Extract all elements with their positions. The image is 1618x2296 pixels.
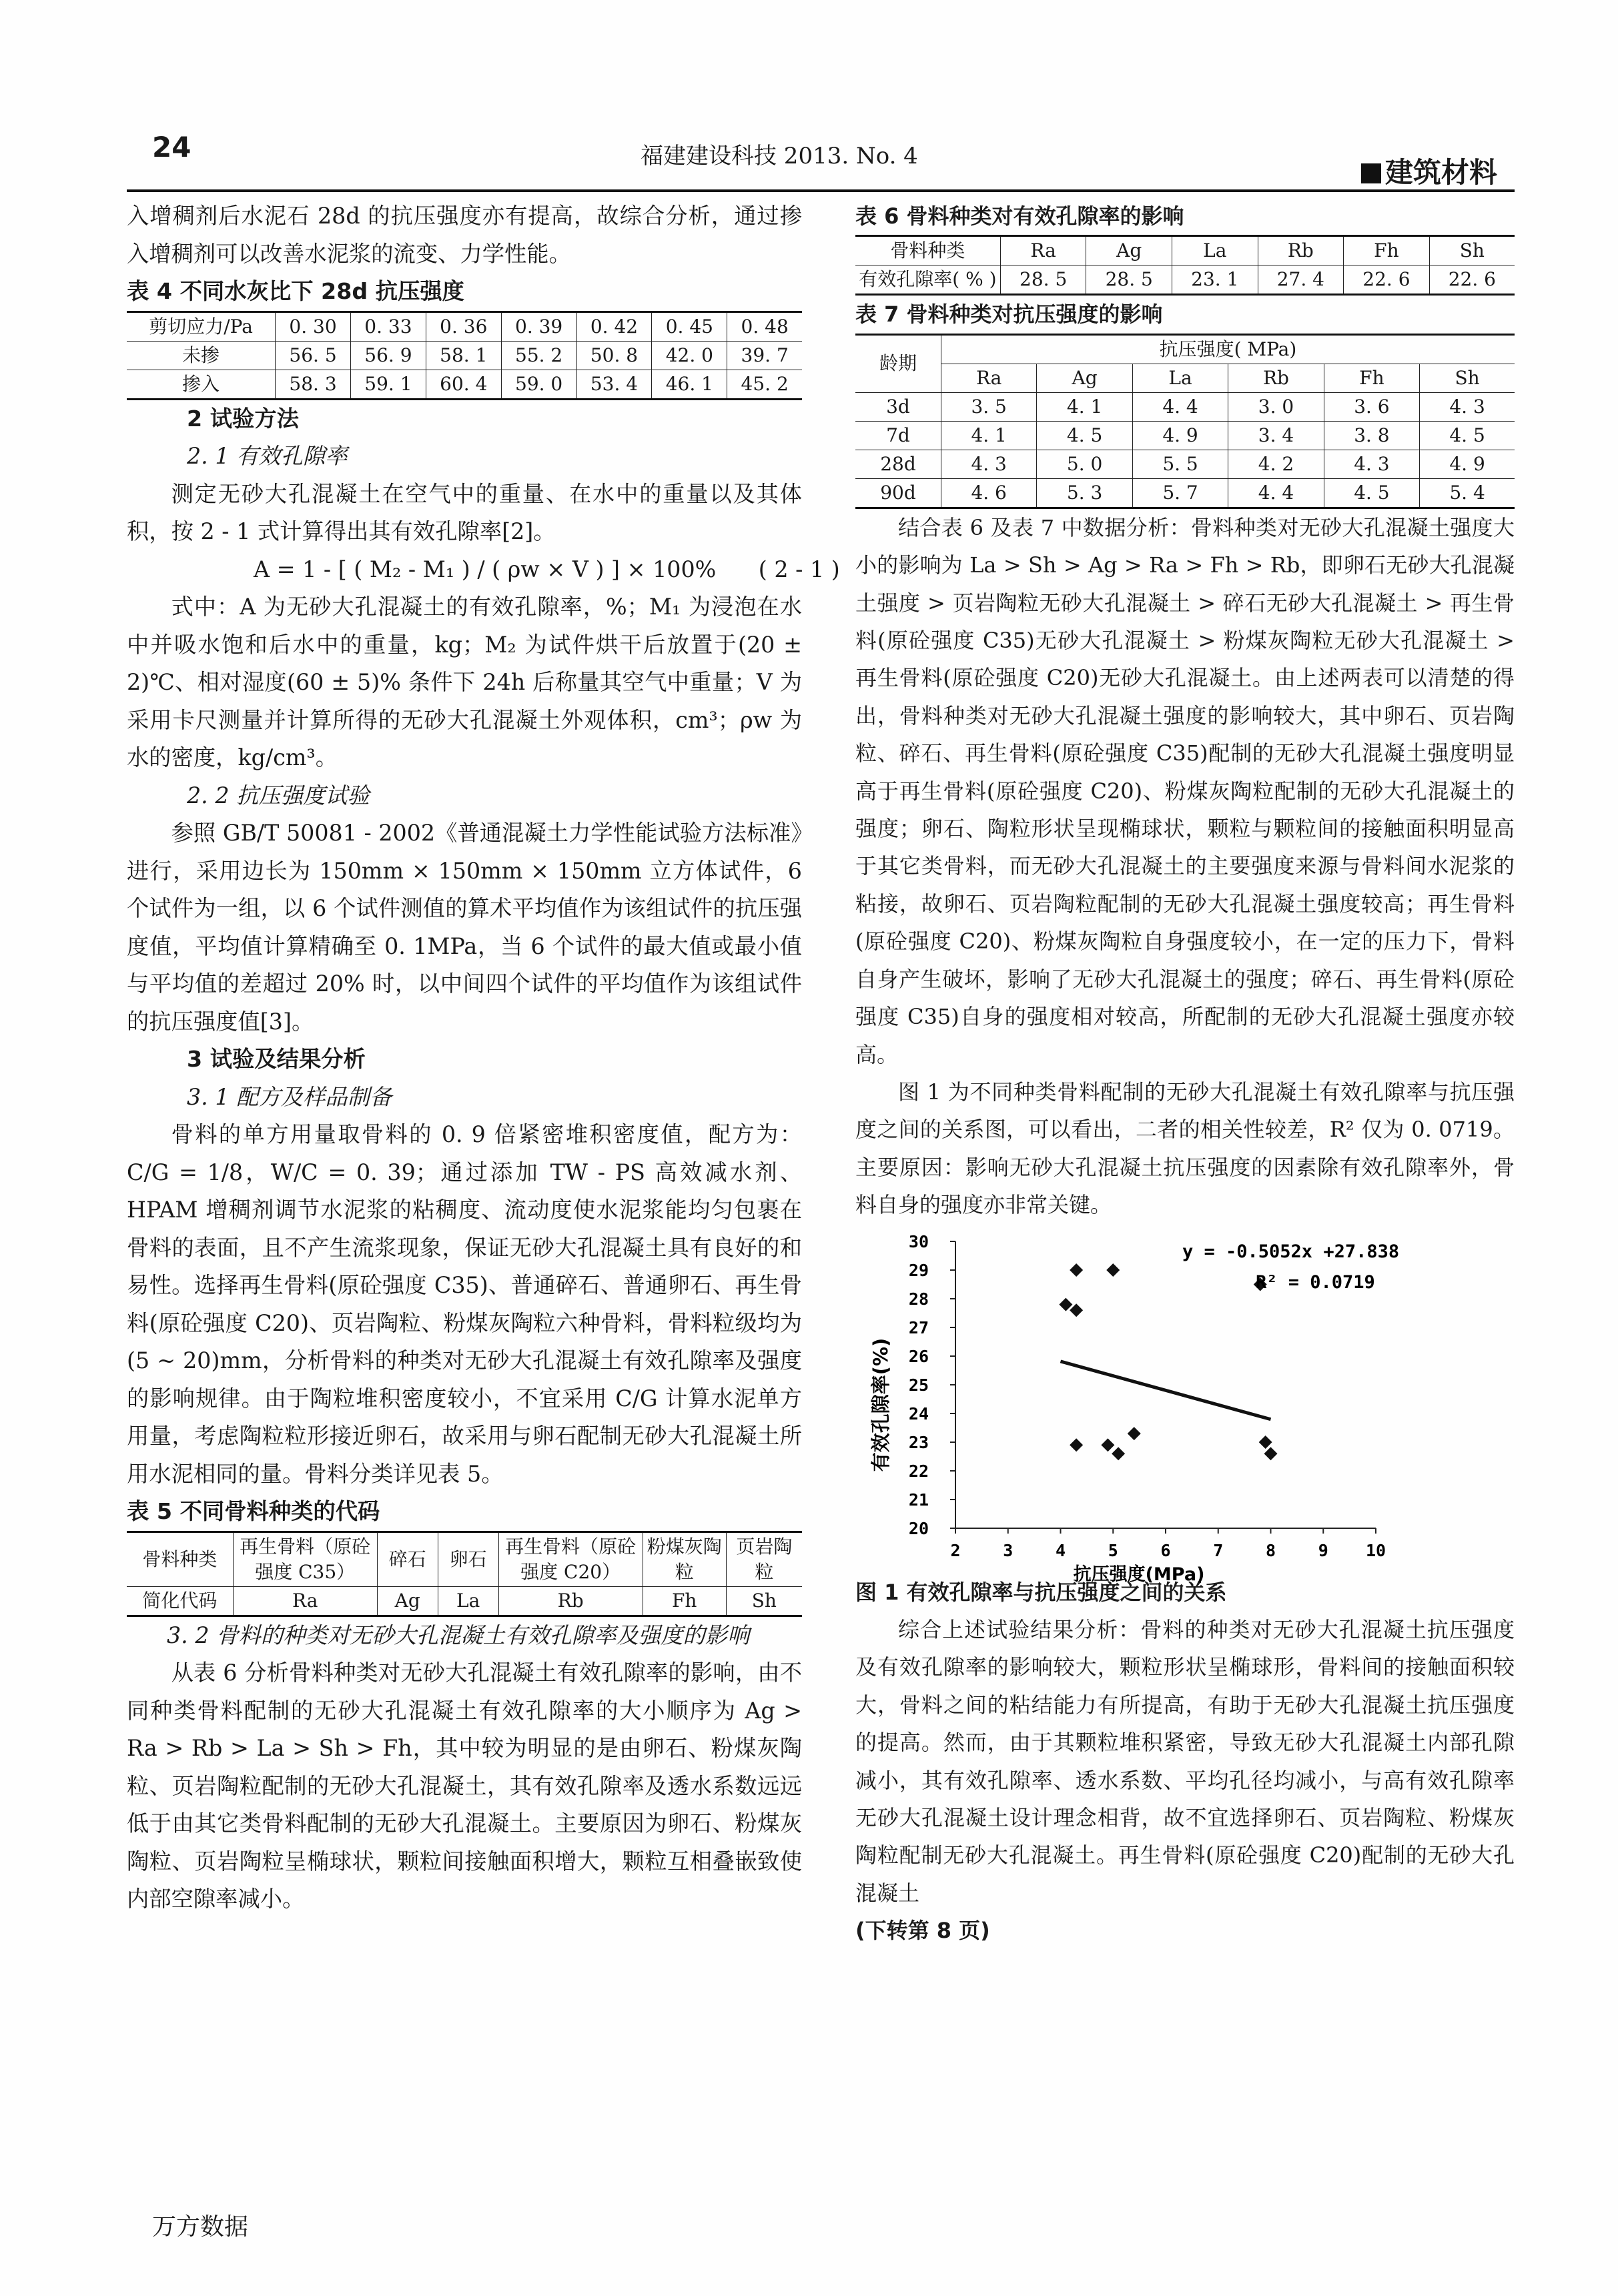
data-point-marker bbox=[1112, 1447, 1125, 1460]
table-cell: 28. 5 bbox=[1086, 265, 1172, 295]
y-tick-label: 30 bbox=[908, 1231, 929, 1251]
table7-caption: 表 7 骨料种类对抗压强度的影响 bbox=[855, 302, 1163, 328]
table-cell: 28. 5 bbox=[1000, 265, 1086, 295]
table7-row bbox=[855, 421, 1515, 450]
table-cell: Ag bbox=[1037, 364, 1132, 392]
table7-row bbox=[855, 450, 1515, 478]
x-tick-label: 7 bbox=[1213, 1540, 1224, 1560]
table-cell: 4. 1 bbox=[941, 421, 1036, 450]
x-tick-label: 4 bbox=[1055, 1540, 1066, 1560]
table7-subheader-row bbox=[855, 364, 1515, 392]
table-cell: 4. 9 bbox=[1132, 421, 1228, 450]
table-cell: 4. 4 bbox=[1132, 392, 1228, 421]
table-cell: 骨料种类 bbox=[127, 1532, 233, 1586]
y-tick-label: 27 bbox=[908, 1317, 929, 1337]
x-axis-title: 抗压强度(MPa) bbox=[1073, 1564, 1205, 1585]
table-cell: 55. 2 bbox=[501, 341, 576, 370]
table5-caption: 表 5 不同骨料种类的代码 bbox=[127, 1498, 380, 1524]
table-cell: 4. 9 bbox=[1420, 450, 1515, 478]
table6 bbox=[855, 235, 1515, 296]
table-cell: 5. 7 bbox=[1132, 478, 1228, 508]
table-cell: Sh bbox=[726, 1586, 802, 1616]
right-column bbox=[855, 197, 1515, 1950]
y-tick-label: 25 bbox=[908, 1375, 929, 1395]
section-label bbox=[1361, 151, 1497, 191]
section-label-text: 建筑材料 bbox=[1385, 156, 1498, 189]
y-tick-label: 20 bbox=[908, 1518, 929, 1538]
paragraph: 测定无砂大孔混凝土在空气中的重量、在水中的重量以及其体积，按 2 - 1 式计算得出其有效孔隙率[2]。 bbox=[127, 480, 802, 544]
table-cell: 59. 1 bbox=[350, 370, 426, 399]
paragraph: 综合上述试验结果分析：骨料的种类对无砂大孔混凝土抗压强度及有效孔隙率的影响较大，颗粒形状呈椭球形，骨料间的接触面积较大，骨料之间的粘结能力有所提高，有助于无砂大孔混凝土抗压强度的提高。然而，由于其颗粒堆积紧密，导致无砂大孔混凝土内部孔隙减小，其有效孔隙率、透水系数、平均孔径均减小，与高有效孔隙率无砂大孔混凝土设计理念相背，故不宜选择卵石、页岩陶粒、粉煤灰陶粒配制无砂大孔混凝土。再生骨料(原砼强度 C20)配制的无砂大孔混凝土 bbox=[855, 1616, 1515, 1906]
table7-row bbox=[855, 392, 1515, 421]
table4-row bbox=[127, 341, 802, 370]
table-cell: 简化代码 bbox=[127, 1586, 233, 1616]
table-cell: 0. 45 bbox=[652, 312, 727, 341]
table-cell: 42. 0 bbox=[652, 341, 727, 370]
table-cell: 50. 8 bbox=[576, 341, 652, 370]
table-cell: 5. 5 bbox=[1132, 450, 1228, 478]
table6-header-row bbox=[855, 236, 1515, 265]
table-cell: 3. 5 bbox=[941, 392, 1036, 421]
subsection-heading: 2. 1 有效孔隙率 bbox=[187, 443, 348, 469]
table4-header-row bbox=[127, 312, 802, 341]
formula: A = 1 - [ ( M₂ - M₁ ) / ( ρw × V ) ] × 100% ( 2 - 1 ) bbox=[254, 556, 840, 582]
table-cell: 58. 3 bbox=[276, 370, 351, 399]
table4-row bbox=[127, 370, 802, 399]
table-cell: 59. 0 bbox=[501, 370, 576, 399]
table-cell: 3. 6 bbox=[1324, 392, 1419, 421]
table-cell: Ra bbox=[1000, 236, 1086, 265]
table-cell: Ra bbox=[233, 1586, 377, 1616]
table-cell: Fh bbox=[1344, 236, 1430, 265]
page-number: 24 bbox=[152, 131, 191, 163]
table-cell: 3. 0 bbox=[1228, 392, 1324, 421]
table-cell: 4. 3 bbox=[941, 450, 1036, 478]
table-cell: Rb bbox=[1228, 364, 1324, 392]
y-tick-label: 21 bbox=[908, 1490, 929, 1510]
y-tick-label: 29 bbox=[908, 1260, 929, 1280]
table-cell: 58. 1 bbox=[426, 341, 501, 370]
y-tick-label: 24 bbox=[908, 1403, 929, 1423]
table-cell: 5. 3 bbox=[1037, 478, 1132, 508]
subsection-heading: 3. 1 配方及样品制备 bbox=[187, 1083, 392, 1110]
table-cell: 46. 1 bbox=[652, 370, 727, 399]
table6-row bbox=[855, 265, 1515, 295]
table-cell: 0. 42 bbox=[576, 312, 652, 341]
table-cell: 掺入 bbox=[127, 370, 276, 399]
table-cell: 0. 30 bbox=[276, 312, 351, 341]
table4 bbox=[127, 311, 802, 400]
table-cell: 3. 4 bbox=[1228, 421, 1324, 450]
table-cell: La bbox=[1172, 236, 1258, 265]
x-tick-label: 8 bbox=[1265, 1540, 1276, 1560]
paragraph: 从表 6 分析骨料种类对无砂大孔混凝土有效孔隙率的影响，由不同种类骨料配制的无砂大孔混凝土有效孔隙率的大小顺序为 Ag > Ra > Rb > La > Sh > Fh，其中较为明显的是由卵石、粉煤灰陶粒、页岩陶粒配制的无砂大孔混凝土，其有效孔隙率及透水系数远远低于由其它类骨料配制的无砂大孔混凝土。主要原因为卵石、粉煤灰陶粒、页岩陶粒呈椭球状，颗粒间接触面积增大，颗粒互相叠嵌致使内部空隙率减小。 bbox=[127, 1660, 802, 1912]
paragraph: 骨料的单方用量取骨料的 0. 9 倍紧密堆积密度值，配方为：C/G = 1/8，W/C = 0. 39；通过添加 TW - PS 高效减水剂、HPAM 增稠剂调节水泥浆的粘稠度、流动度使水泥浆能均匀包裹在骨料的表面，且不产生流浆现象，保证无砂大孔混凝土具有良好的和易性。选择再生骨料(原砼强度 C35)、普通碎石、普通卵石、再生骨料(原砼强度 C20)、页岩陶粒、粉煤灰陶粒六种骨料，骨料粒级均为(5 ~ 20)mm，分析骨料的种类对无砂大孔混凝土有效孔隙率及强度的影响规律。由于陶粒堆积密度较小，不宜采用 C/G 计算水泥单方用量，考虑陶粒粒形接近卵石，故采用与卵石配制无砂大孔混凝土所用水泥相同的量。骨料分类详见表 5。 bbox=[127, 1121, 802, 1487]
table-cell: 4. 5 bbox=[1037, 421, 1132, 450]
table-cell: 4. 5 bbox=[1420, 421, 1515, 450]
header-rule bbox=[127, 189, 1515, 192]
table-cell: Ag bbox=[1086, 236, 1172, 265]
table-cell: 4. 3 bbox=[1420, 392, 1515, 421]
table-cell: 7d bbox=[855, 421, 941, 450]
table-cell: 碎石 bbox=[377, 1532, 438, 1586]
section-heading: 2 试验方法 bbox=[187, 405, 299, 432]
subsection-heading: 3. 2 骨料的种类对无砂大孔混凝土有效孔隙率及强度的影响 bbox=[167, 1622, 750, 1648]
data-point-marker bbox=[1101, 1438, 1114, 1452]
table7-row bbox=[855, 478, 1515, 508]
table-cell: 39. 7 bbox=[727, 341, 802, 370]
paragraph-intro: 入增稠剂后水泥石 28d 的抗压强度亦有提高，故综合分析，通过掺入增稠剂可以改善水泥浆的流变、力学性能。 bbox=[127, 203, 802, 267]
table-cell: 3. 8 bbox=[1324, 421, 1419, 450]
table-cell: 未掺 bbox=[127, 341, 276, 370]
table-cell: 4. 3 bbox=[1324, 450, 1419, 478]
table-cell: 再生骨料（原砼强度 C35） bbox=[233, 1532, 377, 1586]
table-cell: Fh bbox=[1324, 364, 1419, 392]
r-squared-label: R² = 0.0719 bbox=[1256, 1271, 1375, 1293]
data-point-marker bbox=[1259, 1436, 1272, 1449]
table-cell: 0. 36 bbox=[426, 312, 501, 341]
data-point-marker bbox=[1070, 1263, 1083, 1277]
table-cell: 5. 4 bbox=[1420, 478, 1515, 508]
section-heading: 3 试验及结果分析 bbox=[187, 1046, 366, 1072]
table5-row bbox=[127, 1532, 802, 1586]
y-tick-label: 23 bbox=[908, 1432, 929, 1452]
left-column bbox=[127, 197, 840, 1918]
table7 bbox=[855, 334, 1515, 509]
data-point-marker bbox=[1070, 1303, 1083, 1317]
paragraph: 结合表 6 及表 7 中数据分析：骨料种类对无砂大孔混凝土强度大小的影响为 La > Sh > Ag > Ra > Fh > Rb，即卵石无砂大孔混凝土强度 > 页岩陶粒无砂大孔混凝土 > 碎石无砂大孔混凝土 > 再生骨料(原砼强度 C35)无砂大孔混凝土 > 粉煤灰陶粒无砂大孔混凝土 > 再生骨料(原砼强度 C20)无砂大孔混凝土。由上述两表可以清楚的得出，骨料种类对无砂大孔混凝土强度的影响较大，其中卵石、页岩陶粒、碎石、再生骨料(原砼强度 C35)配制的无砂大孔混凝土强度明显高于再生骨料(原砼强度 C20)、粉煤灰陶粒配制的无砂大孔混凝土的强度；卵石、陶粒形状呈现椭球状，颗粒与颗粒间的接触面积明显高于其它类骨料，而无砂大孔混凝土的主要强度来源与骨料间水泥浆的粘接，故卵石、页岩陶粒配制的无砂大孔混凝土强度较高；再生骨料(原砼强度 C20)、粉煤灰陶粒自身强度较小，在一定的压力下，骨料自身产生破坏，影响了无砂大孔混凝土的强度；碎石、再生骨料(原砼强度 C35)自身的强度相对较高，所配制的无砂大孔混凝土强度亦较高。 bbox=[855, 514, 1515, 1067]
table-cell: 90d bbox=[855, 478, 941, 508]
table5-row bbox=[127, 1586, 802, 1616]
trend-equation: y = -0.5052x +27.838 bbox=[1182, 1241, 1400, 1262]
table-cell: Rb bbox=[1258, 236, 1344, 265]
x-tick-label: 6 bbox=[1160, 1540, 1171, 1560]
table-cell: Ra bbox=[941, 364, 1036, 392]
paragraph: 式中：A 为无砂大孔混凝土的有效孔隙率，%；M₁ 为浸泡在水中并吸水饱和后水中的重量，kg；M₂ 为试件烘干后放置于(20 ± 2)℃、相对湿度(60 ± 5)% 条件下 24h 后称量其空气中重量；V 为采用卡尺测量并计算所得的无砂大孔混凝土外观体积，cm³；ρw 为水的密度，kg/cm³。 bbox=[127, 594, 802, 770]
journal-title: 福建建设科技 2013. No. 4 bbox=[641, 143, 918, 169]
table-cell: 53. 4 bbox=[576, 370, 652, 399]
table4-caption: 表 4 不同水灰比下 28d 抗压强度 bbox=[127, 278, 464, 304]
table-cell: La bbox=[1132, 364, 1228, 392]
data-point-marker bbox=[1106, 1263, 1120, 1277]
table-cell: 5. 0 bbox=[1037, 450, 1132, 478]
table-cell: 粉煤灰陶粒 bbox=[643, 1532, 726, 1586]
table-cell: 4. 1 bbox=[1037, 392, 1132, 421]
table-cell: 0. 39 bbox=[501, 312, 576, 341]
scatter-chart bbox=[855, 1227, 1515, 1585]
y-axis-title: 有效孔隙率(%) bbox=[869, 1337, 892, 1472]
x-tick-label: 10 bbox=[1365, 1540, 1386, 1560]
table-cell: 骨料种类 bbox=[855, 236, 1000, 265]
footer-watermark: 万方数据 bbox=[152, 2213, 249, 2241]
table-cell: Sh bbox=[1429, 236, 1515, 265]
data-point-marker bbox=[1059, 1297, 1072, 1311]
y-tick-label: 26 bbox=[908, 1346, 929, 1366]
trendline bbox=[1061, 1361, 1271, 1419]
subsection-heading: 2. 2 抗压强度试验 bbox=[187, 782, 370, 808]
table-cell: 卵石 bbox=[438, 1532, 498, 1586]
table5 bbox=[127, 1531, 802, 1617]
table-cell: Rb bbox=[498, 1586, 643, 1616]
x-tick-label: 2 bbox=[950, 1540, 961, 1560]
figure-caption: 图 1 有效孔隙率与抗压强度之间的关系 bbox=[855, 1579, 1227, 1605]
table-cell: 4. 4 bbox=[1228, 478, 1324, 508]
y-tick-label: 28 bbox=[908, 1289, 929, 1309]
table-cell: 45. 2 bbox=[727, 370, 802, 399]
table-cell: Sh bbox=[1420, 364, 1515, 392]
x-tick-label: 5 bbox=[1108, 1540, 1118, 1560]
table-cell: 4. 5 bbox=[1324, 478, 1419, 508]
table-cell: 23. 1 bbox=[1172, 265, 1258, 295]
table-cell: 抗压强度( MPa) bbox=[941, 334, 1515, 364]
table-cell: 剪切应力/Pa bbox=[127, 312, 276, 341]
paragraph: 参照 GB/T 50081 - 2002《普通混凝土力学性能试验方法标准》进行，采用边长为 150mm × 150mm × 150mm 立方体试件，6 个试件为一组，以 6 个试件测值的算术平均值作为该组试件的抗压强度值，平均值计算精确至 0. 1MPa，当 6 个试件的最大值或最小值与平均值的差超过 20% 时，以中间四个试件的平均值作为该组试件的抗压强度值[3]。 bbox=[127, 820, 802, 1035]
table-cell: 0. 33 bbox=[350, 312, 426, 341]
table7-header-row bbox=[855, 334, 1515, 364]
x-tick-label: 3 bbox=[1003, 1540, 1014, 1560]
section-square-icon bbox=[1361, 163, 1381, 183]
table-cell: 28d bbox=[855, 450, 941, 478]
y-tick-label: 22 bbox=[908, 1461, 929, 1481]
data-point-marker bbox=[1264, 1447, 1278, 1460]
table-cell: 再生骨料（原砼强度 C20） bbox=[498, 1532, 643, 1586]
data-point-marker bbox=[1070, 1438, 1083, 1452]
table-cell: 22. 6 bbox=[1344, 265, 1430, 295]
table-cell: 56. 5 bbox=[276, 341, 351, 370]
table-cell: 0. 48 bbox=[727, 312, 802, 341]
table-cell: Fh bbox=[643, 1586, 726, 1616]
table-cell: 22. 6 bbox=[1429, 265, 1515, 295]
x-tick-label: 9 bbox=[1318, 1540, 1328, 1560]
table6-caption: 表 6 骨料种类对有效孔隙率的影响 bbox=[855, 203, 1184, 229]
table-cell: 60. 4 bbox=[426, 370, 501, 399]
table-cell: Ag bbox=[377, 1586, 438, 1616]
table-cell: 有效孔隙率( % ) bbox=[855, 265, 1000, 295]
paragraph: 图 1 为不同种类骨料配制的无砂大孔混凝土有效孔隙率与抗压强度之间的关系图，可以看出，二者的相关性较差，R² 仅为 0. 0719。主要原因：影响无砂大孔混凝土抗压强度的因素除有效孔隙率外，骨料自身的强度亦非常关键。 bbox=[855, 1079, 1515, 1218]
table-cell: 3d bbox=[855, 392, 941, 421]
continued-note: (下转第 8 页) bbox=[855, 1918, 990, 1944]
figure1 bbox=[855, 1227, 1515, 1585]
table-cell: 龄期 bbox=[855, 334, 941, 392]
table-cell: 页岩陶粒 bbox=[726, 1532, 802, 1586]
table-cell: 4. 6 bbox=[941, 478, 1036, 508]
table-cell: 27. 4 bbox=[1258, 265, 1344, 295]
data-point-marker bbox=[1128, 1427, 1141, 1440]
table-cell: 56. 9 bbox=[350, 341, 426, 370]
table-cell: La bbox=[438, 1586, 498, 1616]
table-cell: 4. 2 bbox=[1228, 450, 1324, 478]
